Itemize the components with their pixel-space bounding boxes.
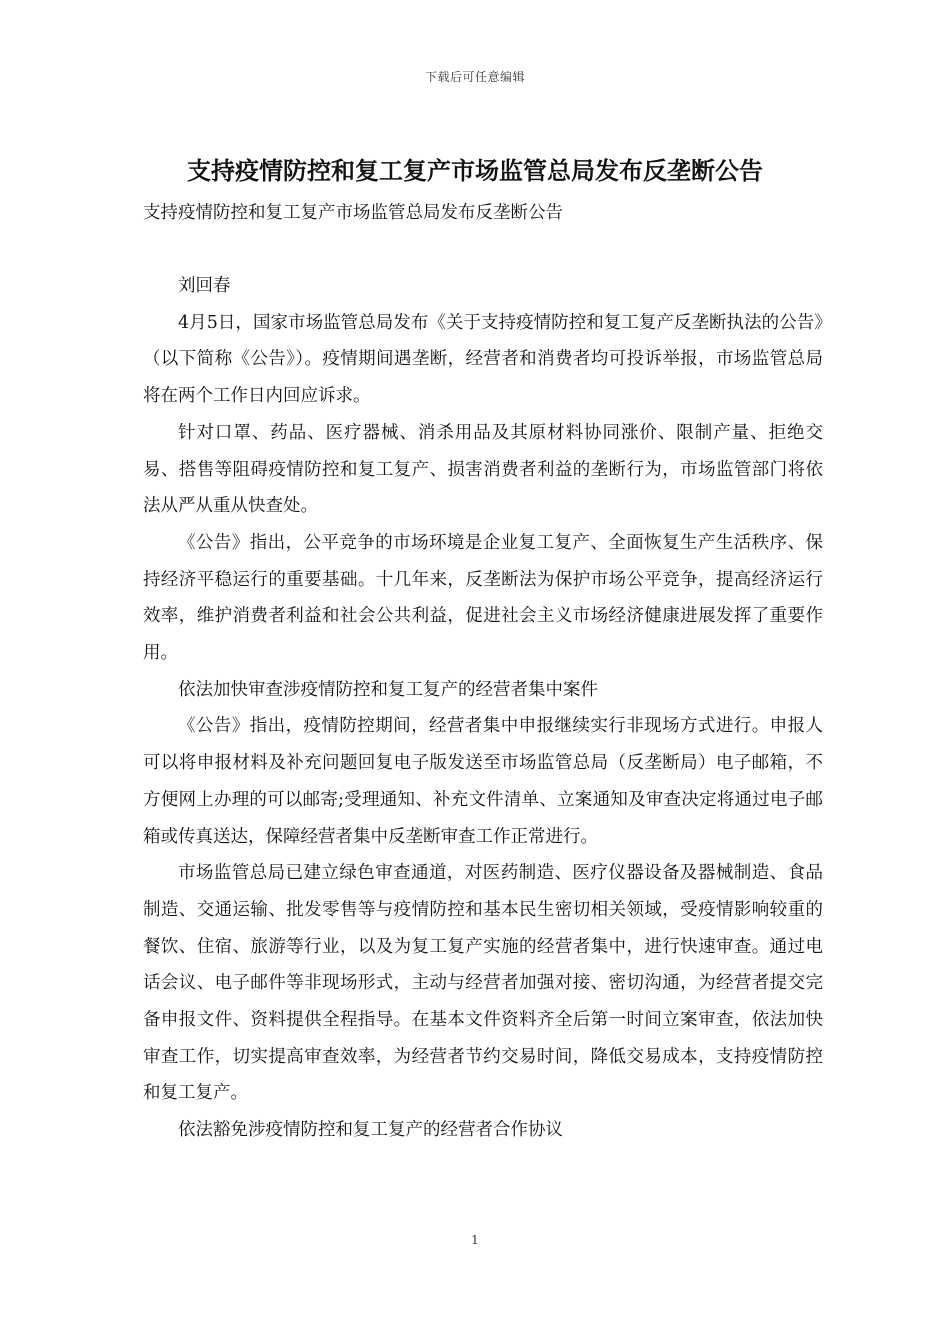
section-heading: 依法豁免涉疫情防控和复工复产的经营者合作协议 <box>178 1120 563 1141</box>
paragraph: 针对口罩、药品、医疗器械、消杀用品及其原材料协同涨价、限制产量、拒绝交易、搭售等阻碍疫情防控和复工复产、损害消费者利益的垄断行为，市场监管部门将依法从严从重从快查处。 <box>143 422 823 517</box>
page-header: 下载后可任意编辑 <box>424 70 525 84</box>
document-title: 支持疫情防控和复工复产市场监管总局发布反垄断公告 <box>187 156 763 185</box>
author-line: 刘回春 <box>178 276 231 296</box>
paragraph: 《公告》指出，疫情防控期间，经营者集中申报继续实行非现场方式进行。申报人可以将申报材料及补充问题回复电子版发送至市场监管总局（反垄断局）电子邮箱，不方便网上办理的可以邮寄;受理通知、补充文件清单、立案通知及审查决定将通过电子邮箱或传真送达，保障经营者集中反垄断审查工作正常进行。 <box>143 716 823 847</box>
document-body <box>143 268 823 1149</box>
section-heading: 依法加快审查涉疫情防控和复工复产的经营者集中案件 <box>178 679 598 700</box>
page-number: 1 <box>471 1233 479 1247</box>
document-subtitle: 支持疫情防控和复工复产市场监管总局发布反垄断公告 <box>143 203 563 223</box>
paragraph: 4月5日，国家市场监管总局发布《关于支持疫情防控和复工复产反垄断执法的公告》（以下简称《公告》）。疫情期间遇垄断，经营者和消费者均可投诉举报，市场监管总局将在两个工作日内回应诉求。 <box>143 312 823 407</box>
paragraph: 《公告》指出，公平竞争的市场环境是企业复工复产、全面恢复生产生活秩序、保持经济平稳运行的重要基础。十几年来，反垄断法为保护市场公平竞争，提高经济运行效率，维护消费者利益和社会公共利益，促进社会主义市场经济健康进展发挥了重要作用。 <box>143 532 823 664</box>
paragraph: 市场监管总局已建立绿色审查通道，对医药制造、医疗仪器设备及器械制造、食品制造、交通运输、批发零售等与疫情防控和基本民生密切相关领域，受疫情影响较重的餐饮、住宿、旅游等行业，以及为复工复产实施的经营者集中，进行快速审查。通过电话会议、电子邮件等非现场形式，主动与经营者加强对接、密切沟通，为经营者提交完备申报文件、资料提供全程指导。在基本文件资料齐全后第一时间立案审查，依法加快审查工作，切实提高审查效率，为经营者节约交易时间，降低交易成本，支持疫情防控和复工复产。 <box>143 863 823 1104</box>
